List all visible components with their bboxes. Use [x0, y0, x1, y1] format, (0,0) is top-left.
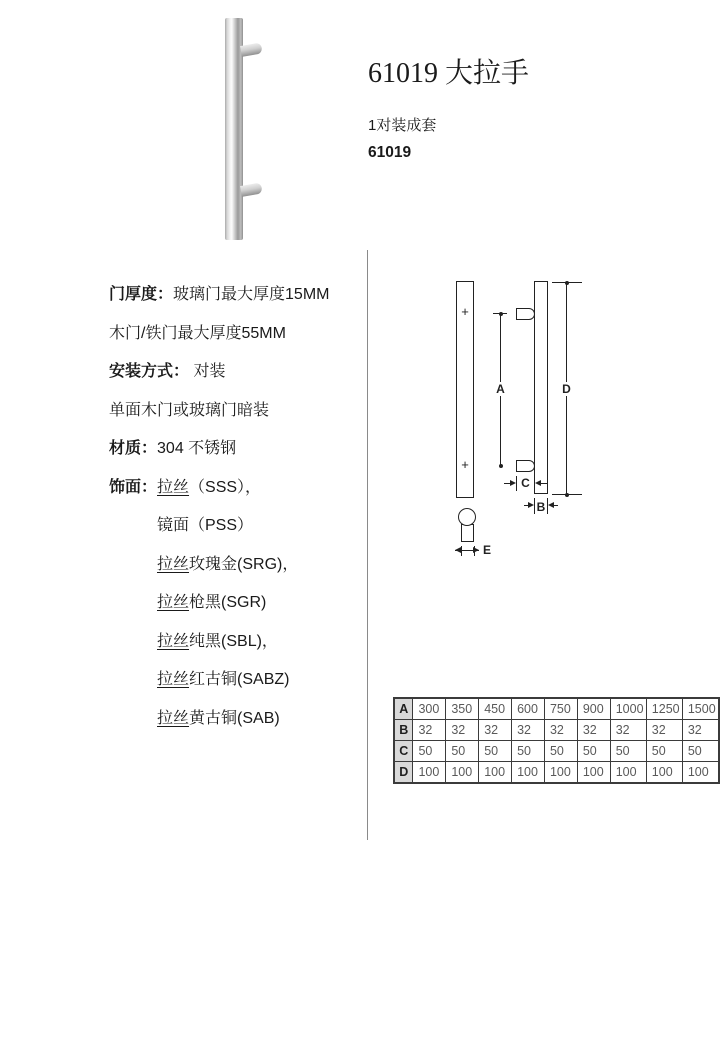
table-cell: 100: [646, 762, 682, 784]
spec-underlined-text: 拉丝: [157, 594, 190, 611]
dim-e-arrow-right: [473, 547, 479, 553]
side-view-bar: [534, 281, 548, 494]
spec-line: [109, 323, 369, 362]
table-cell: 32: [413, 720, 446, 741]
table-cell: 900: [577, 698, 610, 720]
spec-text: 镜面（PSS）: [157, 517, 254, 534]
table-cell: 1000: [610, 698, 646, 720]
dim-a-dot-top: [499, 312, 503, 316]
spec-text: 纯黑(SBL)，: [189, 632, 278, 650]
table-cell: 50: [646, 741, 682, 762]
table-cell: 100: [544, 762, 577, 784]
spec-line: [109, 669, 369, 708]
page-title: 61019 大拉手: [368, 58, 530, 89]
dim-c-arrow-left: [510, 480, 516, 486]
spec-line: [109, 284, 369, 323]
spec-line: [109, 438, 369, 477]
table-row: [394, 698, 719, 720]
model-number: 61019: [368, 144, 412, 161]
table-cell: 100: [682, 762, 719, 784]
table-cell: 100: [512, 762, 545, 784]
dim-label-d: D: [558, 382, 575, 396]
spec-text: 黄古铜(SAB): [189, 709, 280, 727]
spec-line: [109, 631, 369, 670]
dim-c-tick-left: [516, 476, 517, 491]
dim-e-arrow-left: [455, 547, 461, 553]
table-cell: 32: [479, 720, 512, 741]
dim-label-b: B: [536, 500, 546, 514]
spec-text: 玻璃门最大厚度15MM: [173, 286, 330, 303]
table-cell: 50: [577, 741, 610, 762]
table-row-header: C: [394, 741, 413, 762]
product-photo: [180, 8, 330, 253]
table-cell: 32: [682, 720, 719, 741]
table-cell: 100: [446, 762, 479, 784]
spec-label: 门厚度：: [109, 286, 174, 303]
table-cell: 350: [446, 698, 479, 720]
dim-label-c: C: [521, 476, 530, 490]
dim-e-tick-left: [461, 546, 462, 556]
spec-line: [109, 361, 369, 400]
dimension-table: [393, 697, 720, 784]
spec-text: 枪黑(SGR): [189, 594, 267, 611]
table-cell: 750: [544, 698, 577, 720]
spec-line: [109, 708, 369, 747]
table-row: [394, 720, 719, 741]
table-cell: 100: [577, 762, 610, 784]
table-row-header: A: [394, 698, 413, 720]
handle-bottom-post-image: [240, 182, 263, 196]
dim-b-arrow-left: [528, 502, 534, 508]
table-cell: 450: [479, 698, 512, 720]
spec-underlined-text: 拉丝: [157, 671, 190, 688]
spec-line: [109, 592, 369, 631]
dim-label-e: E: [482, 543, 491, 557]
handle-top-post-image: [240, 42, 263, 56]
spec-label: 安装方式：: [109, 363, 190, 380]
dim-label-a: A: [492, 382, 509, 396]
detail-post-circle: [458, 508, 476, 526]
spec-line: [109, 400, 369, 439]
table-cell: 100: [479, 762, 512, 784]
table-cell: 300: [413, 698, 446, 720]
dim-d-dot-top: [565, 281, 569, 285]
dim-b-arrow-right: [548, 502, 554, 508]
table-cell: 1250: [646, 698, 682, 720]
table-cell: 600: [512, 698, 545, 720]
spec-label: 饰面：: [109, 478, 158, 496]
spec-text: 红古铜(SABZ): [189, 671, 290, 688]
dim-d-dot-bottom: [565, 493, 569, 497]
table-cell: 50: [446, 741, 479, 762]
spec-text: 对装: [189, 363, 226, 380]
table-cell: 32: [512, 720, 545, 741]
dim-c-arrow-right: [535, 480, 541, 486]
table-cell: 32: [446, 720, 479, 741]
table-row: [394, 762, 719, 784]
table-row: [394, 741, 719, 762]
spec-list: [109, 284, 369, 746]
spec-line: [109, 477, 369, 516]
packaging-note: 1对装成套: [368, 117, 437, 134]
table-row-header: D: [394, 762, 413, 784]
table-cell: 32: [610, 720, 646, 741]
table-cell: 32: [544, 720, 577, 741]
dim-a-dot-bottom: [499, 464, 503, 468]
table-cell: 50: [682, 741, 719, 762]
side-view-post-top: [516, 308, 535, 320]
technical-drawing: [440, 270, 620, 570]
table-cell: 50: [544, 741, 577, 762]
spec-text: 玫瑰金(SRG)，: [189, 555, 299, 573]
spec-underlined-text: 拉丝: [157, 709, 190, 727]
table-cell: 100: [413, 762, 446, 784]
spec-text: 304 不锈钢: [157, 440, 237, 457]
spec-line: [109, 515, 369, 554]
spec-line: [109, 554, 369, 593]
side-view-post-bottom: [516, 460, 535, 472]
spec-underlined-text: 拉丝: [157, 478, 190, 496]
spec-text: （SSS），: [189, 478, 262, 496]
spec-text: 木门/铁门最大厚度55MM: [109, 324, 286, 342]
table-cell: 32: [646, 720, 682, 741]
spec-label: 材质：: [109, 440, 158, 457]
table-cell: 1500: [682, 698, 719, 720]
table-cell: 100: [610, 762, 646, 784]
table-cell: 50: [413, 741, 446, 762]
spec-text: 单面木门或玻璃门暗装: [109, 401, 270, 419]
front-view-screw-mark-top: +: [461, 304, 469, 319]
table-cell: 50: [479, 741, 512, 762]
table-cell: 50: [512, 741, 545, 762]
front-view-screw-mark-bottom: +: [461, 457, 469, 472]
table-cell: 32: [577, 720, 610, 741]
table-cell: 50: [610, 741, 646, 762]
spec-underlined-text: 拉丝: [157, 555, 190, 573]
spec-underlined-text: 拉丝: [157, 632, 190, 650]
detail-post-rect: [461, 524, 474, 542]
table-row-header: B: [394, 720, 413, 741]
